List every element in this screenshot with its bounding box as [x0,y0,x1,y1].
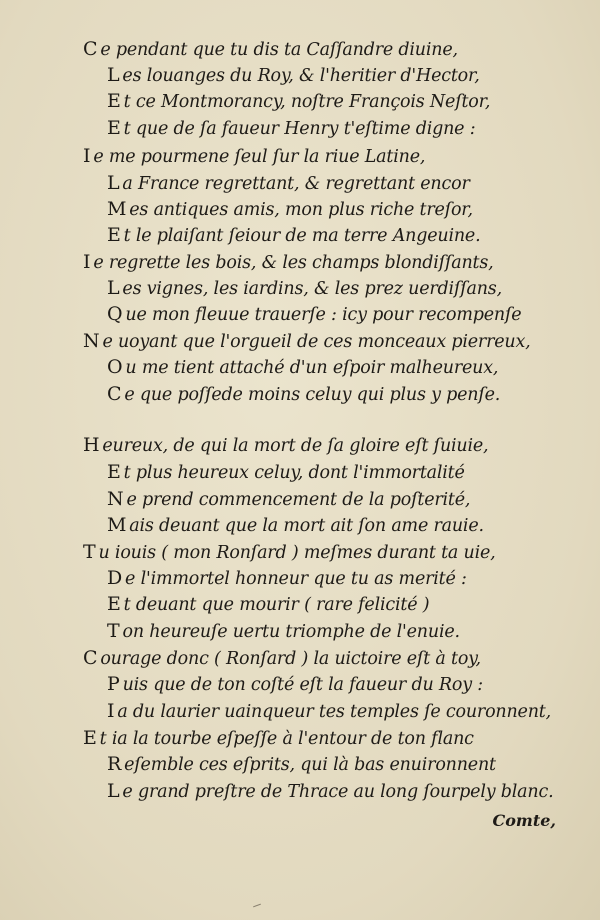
verse-line: L es louanges du Roy, & l'heritier d'Hector, [107,64,480,86]
verse-line: R eſemble ces eſprits, qui là bas enuironnent [107,753,496,775]
verse-line: I e me pourmene ſeul ſur la riue Latine, [83,145,426,167]
verse-line: N e uoyant que l'orgueil de ces monceaux pierreux, [83,330,531,352]
verse-line: E t deuant que mourir ( rare felicité ) [107,593,430,615]
verse-line: I e regrette les bois, & les champs blondiſſants, [83,251,494,273]
verse-line: T u iouis ( mon Ronſard ) meſmes durant ta uie, [83,541,496,563]
verse-line: E t ia la tourbe eſpeſſe à l'entour de ton flanc [83,727,474,749]
verse-line: N e prend commencement de la poſterité, [107,488,471,510]
verse-line: M es antiques amis, mon plus riche treſor, [107,198,473,220]
verse-line: H eureux, de qui la mort de ſa gloire eſt ſuiuie, [83,434,489,456]
verse-line: O u me tient attaché d'un eſpoir malheureux, [107,356,499,378]
verse-line: D e l'immortel honneur que tu as merité : [107,567,467,589]
verse-line: E t plus heureux celuy, dont l'immortalité [107,461,465,483]
verse-line: L e grand preſtre de Thrace au long ſourpely blanc. [107,780,554,802]
verse-line: L es vignes, les iardins, & les prez uerdiſſans, [107,277,502,299]
verse-line: M ais deuant que la mort ait ſon ame rauie. [107,514,484,536]
verse-line: I a du laurier uainqueur tes temples ſe couronnent, [107,700,551,722]
verse-line: C ourage donc ( Ronſard ) la uictoire eſt à toy, [83,647,481,669]
verse-line: L a France regrettant, & regrettant encor [107,172,470,194]
verse-line: T on heureuſe uertu triomphe de l'enuie. [107,620,460,642]
verse-line: E t le plaiſant ſeiour de ma terre Angeuine. [107,224,481,246]
verse-line: C e pendant que tu dis ta Caſſandre diuine, [83,38,458,60]
verse-line: E t que de ſa faueur Henry t'eſtime digne : [107,117,476,139]
verse-line: E t ce Montmorancy, noſtre François Neſtor, [107,90,491,112]
catchword: Comte, [492,811,556,830]
verse-line: P uis que de ton coſté eſt la faueur du Roy : [107,673,483,695]
verse-line: Q ue mon fleuue trauerſe : icy pour recompenſe [107,303,522,325]
verse-line: C e que poſſede moins celuy qui plus y penſe. [107,383,501,405]
